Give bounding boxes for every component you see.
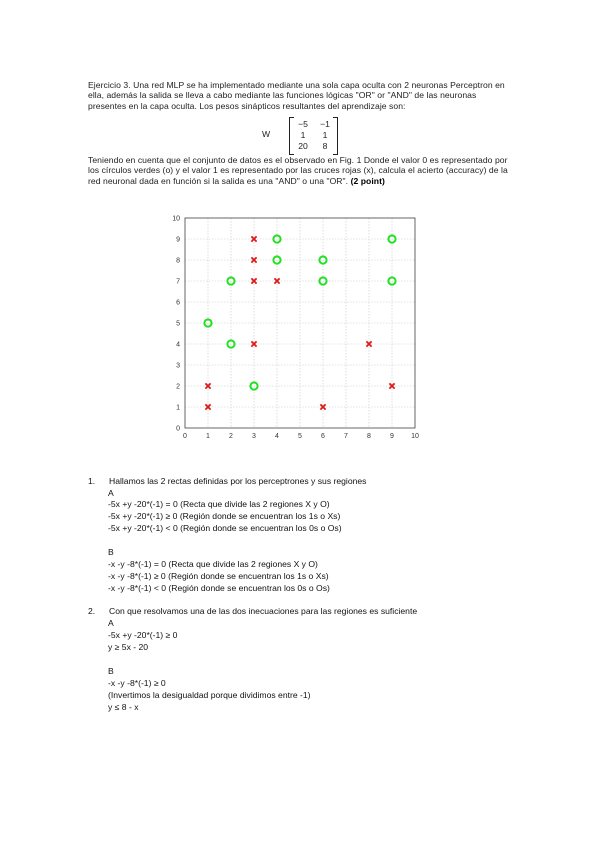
y-tick-label: 10 [172, 215, 180, 223]
y-tick-label: 2 [176, 383, 180, 391]
step-2-a-line: -5x +y -20*(-1) ≥ 0 [108, 630, 178, 640]
y-tick-label: 6 [176, 299, 180, 307]
exercise-text-2: Teniendo en cuenta que el conjunto de datos es el observado en Fig. 1 Donde el valor 0 es representado por los círculos verdes (o) y el valor 1 es representado por las cruces rojas (x), calcula el acierto (accuracy) de la red neuronal dada en función si la salida es una "AND" o una "OR". [88, 155, 508, 186]
step-2-b-label: B [108, 666, 114, 676]
exercise-label: Ejercicio 3. [88, 80, 131, 90]
matrix-cell: 20 [298, 141, 308, 151]
step-2-b-line: (Invertimos la desigualdad porque dividimos entre -1) [108, 690, 311, 700]
y-tick-label: 8 [176, 257, 180, 265]
x-tick-label: 3 [252, 433, 256, 440]
y-tick-label: 7 [176, 278, 180, 286]
x-tick-label: 5 [298, 433, 302, 440]
exercise-paragraph-1 [88, 80, 513, 111]
x-tick-label: 8 [367, 433, 371, 440]
step-2-b-line: y ≤ 8 - x [108, 702, 139, 712]
exercise-points: (2 point) [350, 175, 385, 186]
step-2-a-line: y ≥ 5x - 20 [108, 642, 149, 652]
scatter-chart [160, 210, 430, 445]
step-2-a-label: A [108, 618, 114, 628]
matrix-cell: 1 [322, 130, 328, 140]
y-tick-label: 9 [176, 236, 180, 244]
x-tick-label: 0 [183, 433, 187, 440]
step-2-b-line: -x -y -8*(-1) ≥ 0 [108, 678, 166, 688]
x-tick-label: 4 [275, 433, 279, 440]
step-2-number: 2. [88, 606, 96, 616]
step-1-a-line: -5x +y -20*(-1) ≥ 0 (Región donde se encuentran los 1s o Xs) [108, 511, 341, 521]
y-tick-label: 4 [176, 341, 180, 349]
step-1-b-line: -x -y -8*(-1) < 0 (Región donde se encuentran los 0s o Os) [108, 583, 330, 593]
exercise-text-1: Una red MLP se ha implementado mediante una sola capa oculta con 2 neuronas Perceptron en ella, además la salida se lleva a cabo mediante las funciones lógicas "OR" or "AND" de las neuronas presentes en la capa oculta. Los pesos sinápticos resultantes del aprendizaje son: [88, 80, 505, 111]
matrix-cell: 8 [322, 141, 328, 151]
step-1-b-line: -x -y -8*(-1) = 0 (Recta que divide las 2 regiones X y O) [108, 559, 318, 569]
matrix-cell: 1 [300, 130, 306, 140]
step-1-a-line: -5x +y -20*(-1) < 0 (Región donde se encuentran los 0s o Os) [108, 523, 342, 533]
matrix-cell: −1 [320, 119, 330, 129]
step-1-title: Hallamos las 2 rectas definidas por los perceptrones y sus regiones [109, 476, 367, 486]
x-tick-label: 7 [344, 433, 348, 440]
x-tick-label: 10 [411, 433, 419, 440]
y-tick-label: 1 [176, 404, 180, 412]
matrix-label: W [262, 129, 271, 139]
step-1-b-line: -x -y -8*(-1) ≥ 0 (Región donde se encuentran los 1s o Xs) [108, 571, 329, 581]
step-2-title: Con que resolvamos una de las dos inecuaciones para las regiones es suficiente [109, 606, 418, 616]
y-tick-label: 0 [176, 425, 180, 433]
matrix-row [294, 141, 334, 151]
y-tick-label: 5 [176, 320, 180, 328]
step-1-b-label: B [108, 547, 114, 557]
x-tick-label: 6 [321, 433, 325, 440]
step-1-a-line: -5x +y -20*(-1) = 0 (Recta que divide las 2 regiones X y O) [108, 499, 330, 509]
x-tick-label: 2 [229, 433, 233, 440]
x-tick-label: 9 [390, 433, 394, 440]
matrix-row [294, 119, 334, 129]
step-1-a-label: A [108, 488, 114, 498]
x-tick-label: 1 [206, 433, 210, 440]
matrix-row [294, 130, 334, 140]
y-tick-label: 3 [176, 362, 180, 370]
exercise-paragraph-2 [88, 155, 513, 186]
matrix-cell: −5 [298, 119, 308, 129]
step-1-number: 1. [88, 476, 96, 486]
